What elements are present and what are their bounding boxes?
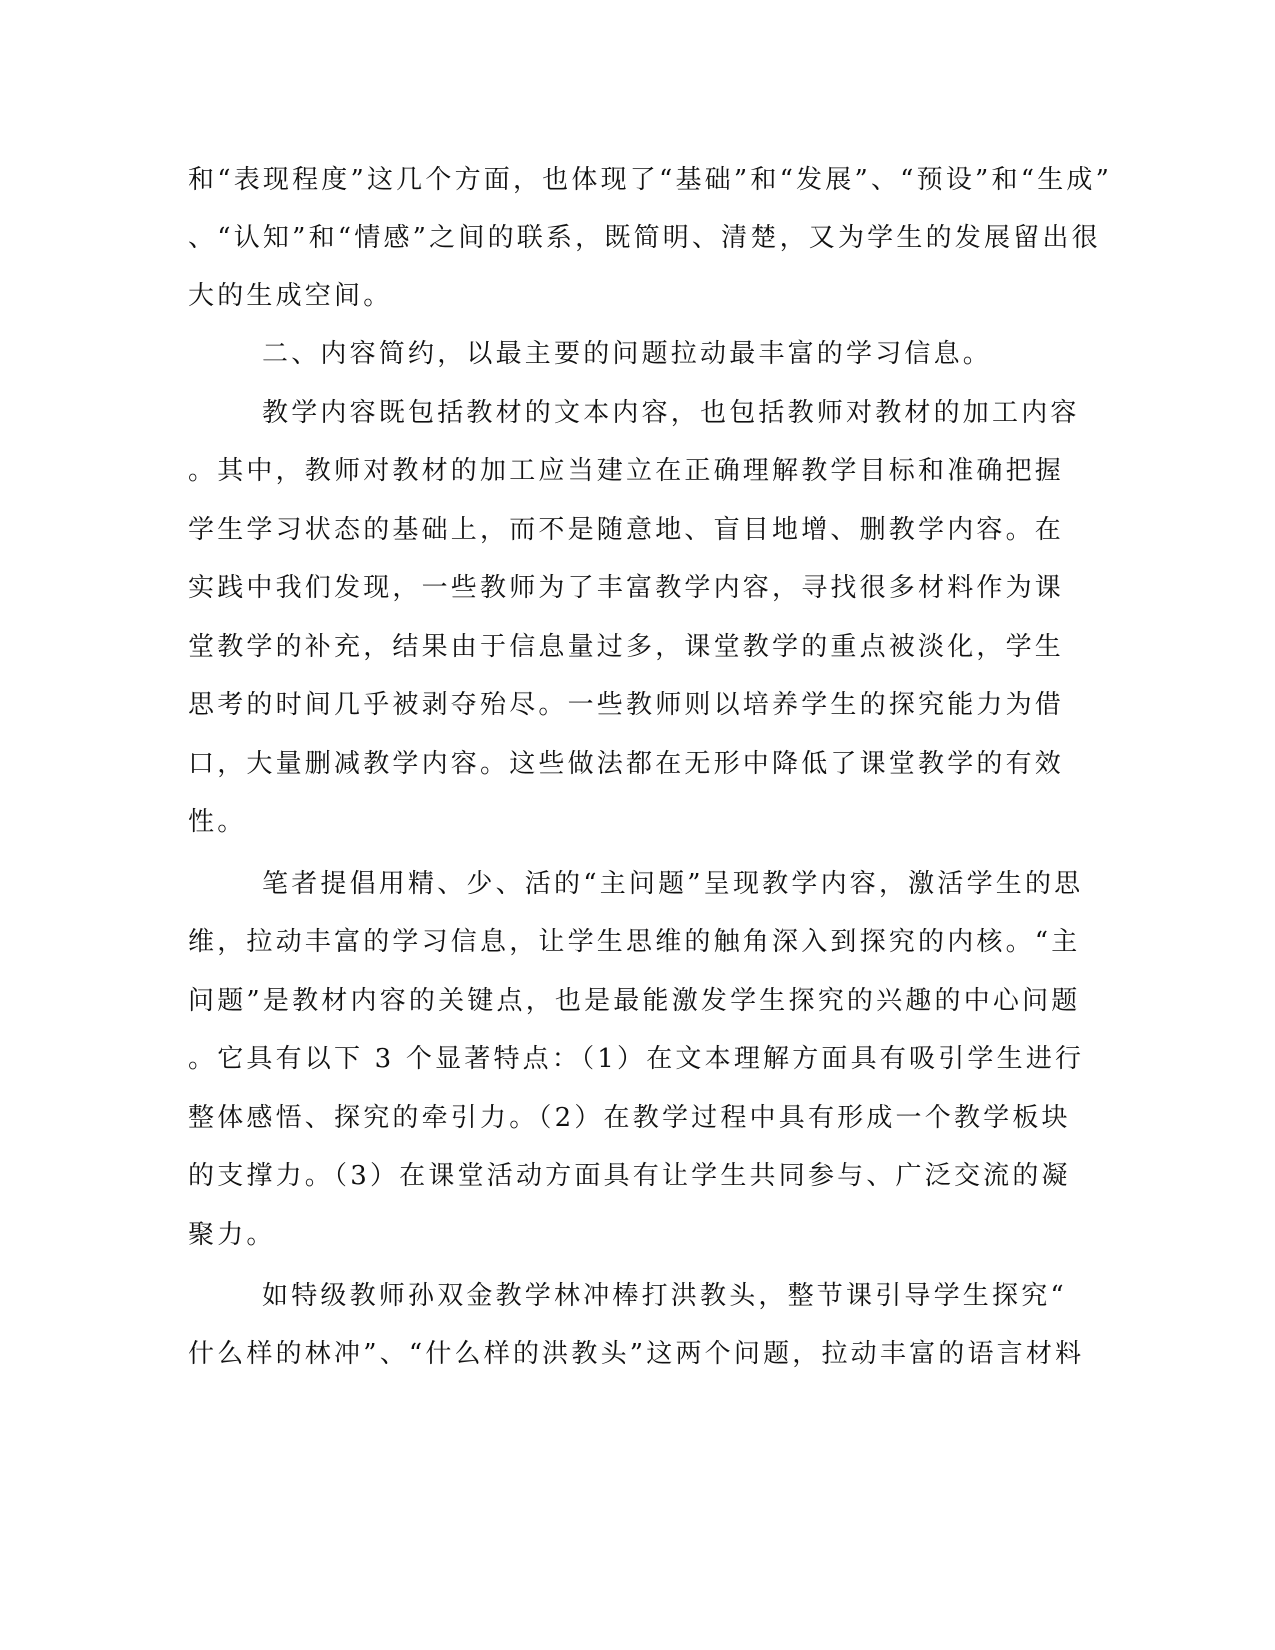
text-line: 的支撑力。（3）在课堂活动方面具有让学生共同参与、广泛交流的凝 — [188, 1161, 1071, 1191]
section-heading: 二、内容简约，以最主要的问题拉动最丰富的学习信息。 — [262, 339, 993, 369]
text-line: 学生学习状态的基础上，而不是随意地、盲目地增、删教学内容。在 — [188, 515, 1065, 545]
text-line: 。它具有以下 3 个显著特点：（1）在文本理解方面具有吸引学生进行 — [188, 1044, 1085, 1074]
text-line: 和“表现程度”这几个方面，也体现了“基础”和“发展”、“预设”和“生成” — [188, 165, 1113, 195]
text-line: 什么样的林冲”、“什么样的洪教头”这两个问题，拉动丰富的语言材料 — [188, 1339, 1085, 1369]
text-line: 问题”是教材内容的关键点，也是最能激发学生探究的兴趣的中心问题 — [188, 986, 1081, 1016]
text-line: 教学内容既包括教材的文本内容，也包括教师对教材的加工内容 — [262, 398, 1080, 428]
text-line: 维，拉动丰富的学习信息，让学生思维的触角深入到探究的内核。“主 — [188, 927, 1081, 957]
text-line: 实践中我们发现，一些教师为了丰富教学内容，寻找很多材料作为课 — [188, 573, 1065, 603]
text-line: 聚力。 — [188, 1220, 276, 1250]
text-line: 。其中，教师对教材的加工应当建立在正确理解教学目标和准确把握 — [188, 456, 1065, 486]
text-line: 大的生成空间。 — [188, 281, 393, 311]
text-line: 整体感悟、探究的牵引力。（2）在教学过程中具有形成一个教学板块 — [188, 1103, 1071, 1133]
text-line: 堂教学的补充，结果由于信息量过多，课堂教学的重点被淡化，学生 — [188, 632, 1065, 662]
text-line: 笔者提倡用精、少、活的“主问题”呈现教学内容，激活学生的思 — [262, 869, 1084, 899]
text-line: 性。 — [188, 807, 247, 837]
text-line: 口，大量删减教学内容。这些做法都在无形中降低了课堂教学的有效 — [188, 749, 1065, 779]
text-line: 思考的时间几乎被剥夺殆尽。一些教师则以培养学生的探究能力为借 — [188, 690, 1065, 720]
text-line: 如特级教师孙双金教学林冲棒打洪教头，整节课引导学生探究“ — [262, 1281, 1067, 1311]
text-line: 、“认知”和“情感”之间的联系，既简明、清楚，又为学生的发展留出很 — [188, 223, 1101, 253]
